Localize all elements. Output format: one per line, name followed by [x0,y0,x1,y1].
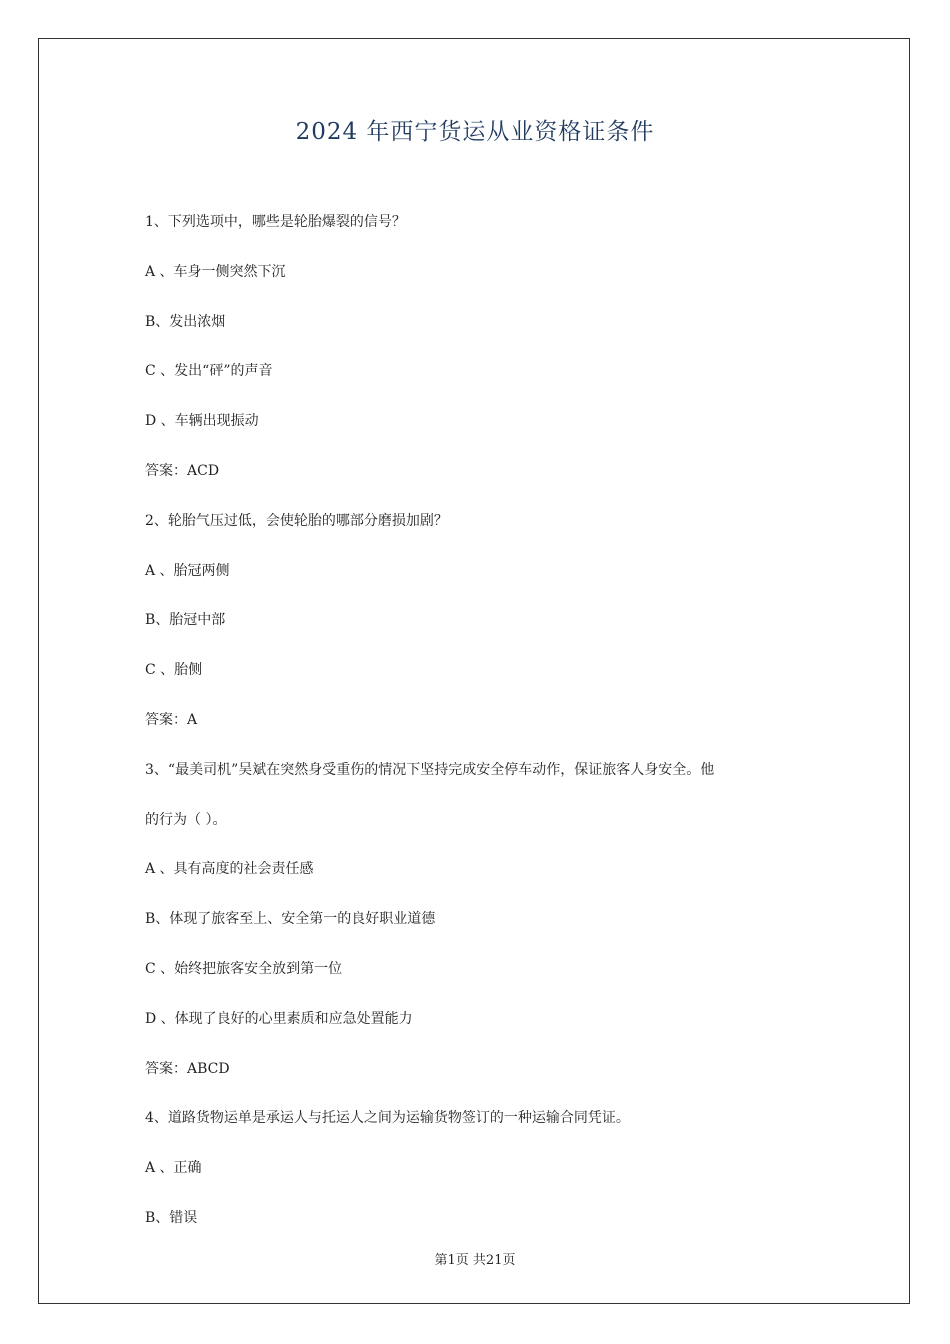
question-1-option-c: C 、发出“砰”的声音 [145,363,273,380]
question-4-option-a: A 、正确 [145,1160,202,1177]
question-2-answer: 答案：A [145,711,198,728]
question-3-option-d: D 、体现了良好的心里素质和应急处置能力 [145,1010,413,1027]
question-3-option-c: C 、始终把旅客安全放到第一位 [145,960,343,977]
question-1-answer: 答案：ACD [145,462,220,479]
question-3-text-line-2: 的行为（ ）。 [145,811,227,828]
question-4-text: 4、道路货物运单是承运人与托运人之间为运输货物签订的一种运输合同凭证。 [145,1110,630,1127]
question-1-option-d: D 、车辆出现振动 [145,413,259,430]
question-2-text: 2、轮胎气压过低，会使轮胎的哪部分磨损加剧？ [145,512,448,529]
question-1-option-a: A 、车身一侧突然下沉 [145,263,286,280]
question-3-option-b: B、体现了旅客至上、安全第一的良好职业道德 [145,911,436,928]
question-2-option-a: A 、胎冠两侧 [145,562,230,579]
question-1-option-b: B、发出浓烟 [145,313,226,330]
question-1-text: 1、下列选项中，哪些是轮胎爆裂的信号？ [145,214,406,230]
page-footer: 第1页 共21页 [434,1253,516,1268]
question-2-option-c: C 、胎侧 [145,662,203,679]
question-3-text-line-1: 3、“最美司机”吴斌在突然身受重伤的情况下坚持完成安全停车动作，保证旅客人身安全。他 [145,761,715,778]
question-2-option-b: B、胎冠中部 [145,612,226,629]
question-3-option-a: A 、具有高度的社会责任感 [145,861,314,878]
question-3-answer: 答案：ABCD [145,1060,230,1077]
question-4-option-b: B、错误 [145,1209,198,1226]
document-title: 2024 年西宁货运从业资格证条件 [295,119,655,145]
document-body [145,198,825,1244]
